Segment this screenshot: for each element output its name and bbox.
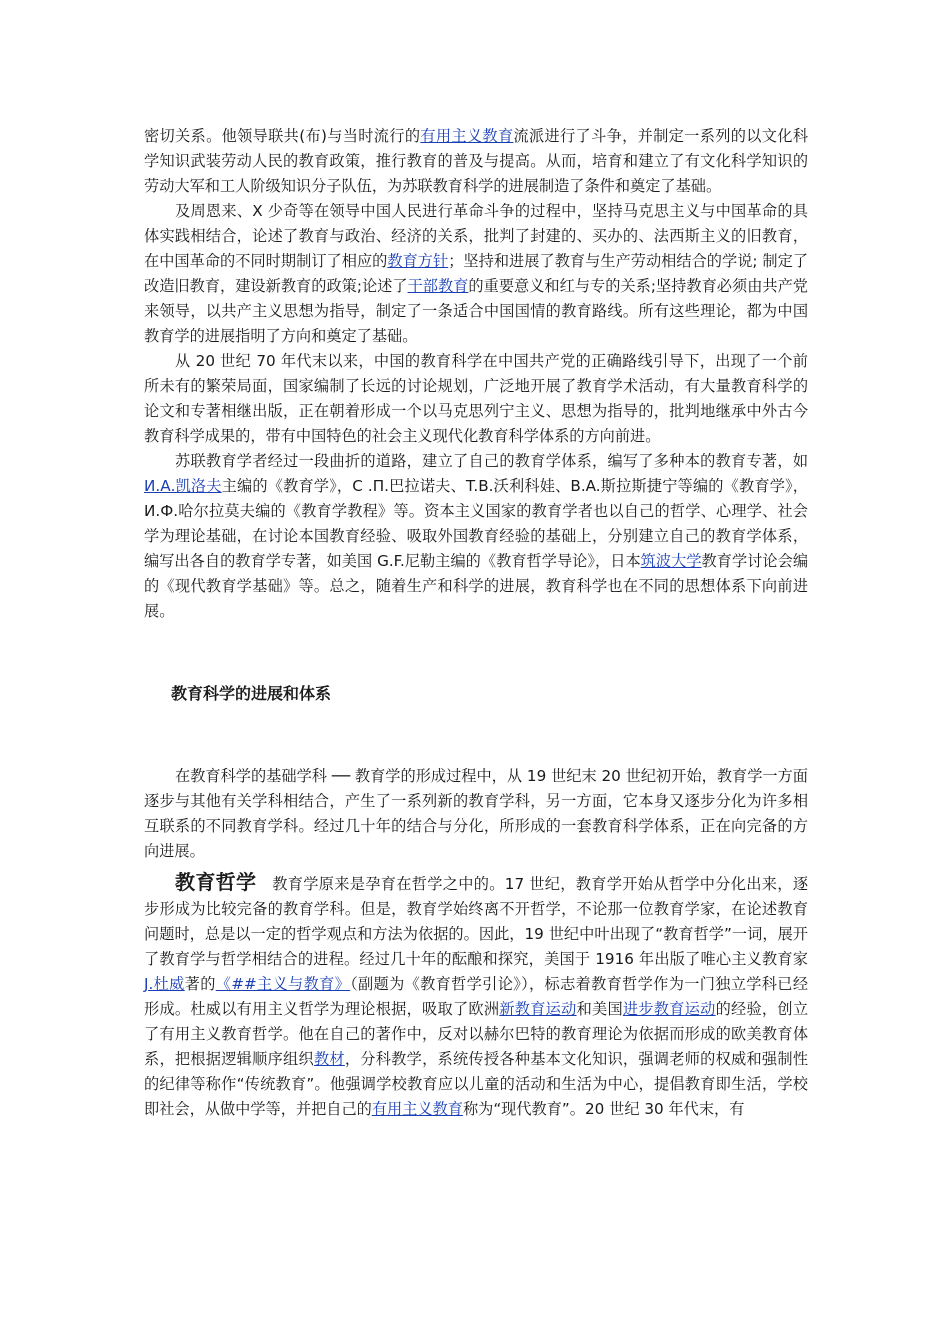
link-kairov[interactable]: И.А.凯洛夫: [144, 477, 222, 495]
section-heading: 教育科学的进展和体系: [171, 684, 332, 703]
paragraph-4: [144, 449, 808, 624]
paragraph-5: [144, 764, 808, 864]
text: ；坚持和进展了教育与生产劳动相结合的学说; 制定了改造旧教育，建设新教育的政策;论述了: [144, 252, 809, 295]
text: （副题为《教育哲学引论》），标志着教育哲学作为一门独立学科已经形成。杜威以有用主义哲学为理论根据，吸取了欧洲: [144, 975, 809, 1018]
text: 和美国: [576, 1000, 623, 1018]
text: 苏联教育学者经过一段曲折的道路，建立了自己的教育学体系，编写了多种本的教育专著，如: [175, 452, 808, 470]
paragraph-2: [144, 199, 808, 349]
link-cadre-education[interactable]: 干部教育: [407, 277, 469, 295]
text: 流派进行了斗争，并制定一系列的以文化科学知识武装劳动人民的教育政策，推行教育的普及与提高。从而，培育和建立了有文化科学知识的劳动大军和工人阶级知识分子队伍，为苏联教育科学的进展制造了条件和奠定了基础。: [144, 127, 809, 195]
paragraph-1: [144, 124, 808, 199]
link-tsukuba-university[interactable]: 筑波大学: [640, 552, 702, 570]
link-pragmatic-education[interactable]: 有用主义教育: [420, 127, 514, 145]
link-pragmatic-education[interactable]: 有用主义教育: [371, 1100, 463, 1118]
link-progressive-education-movement[interactable]: 进步教育运动: [622, 1000, 716, 1018]
text: 的经验，创立了有用主义教育哲学。他在自己的著作中，反对以赫尔巴特的教育理论为依据而形成的欧美教育体系，把根据逻辑顺序组织: [144, 1000, 809, 1068]
link-teaching-materials[interactable]: 教材: [313, 1050, 345, 1068]
text: 教育学讨论会编的《现代教育学基础》等。总之，随着生产和科学的进展，教育科学也在不同的思想体系下向前进展。: [144, 552, 809, 620]
spacer: [144, 624, 808, 681]
text: 在教育科学的基础学科 ── 教育学的形成过程中，从 19 世纪末 20 世纪初开始，教育学一方面逐步与其他有关学科相结合，产生了一系列新的教育学科，另一方面，它本身又逐步分化为许多相互联系的不同教育学科。经过几十年的结合与分化，所形成的一套教育科学体系，正在向完备的方向进展。: [144, 767, 808, 860]
paragraph-6: [144, 870, 808, 1122]
paragraph-3: [144, 349, 808, 449]
text: 从 20 世纪 70 年代末以来，中国的教育科学在中国共产党的正确路线引导下，出现了一个前所未有的繁荣局面，国家编制了长远的讨论规划，广泛地开展了教育学术活动，有大量教育科学的论文和专著相继出版，正在朝着形成一个以马克思列宁主义、思想为指导的，批判地继承中外古今教育科学成果的，带有中国特色的社会主义现代化教育科学体系的方向前进。: [144, 352, 808, 445]
link-new-education-movement[interactable]: 新教育运动: [499, 1000, 577, 1018]
text: 主编的《教育学》，С .П.巴拉诺夫、T.B.沃利科娃、B.A.斯拉斯捷宁等编的《教育学》，И.Ф.哈尔拉莫夫编的《教育学教程》等。资本主义国家的教育学者也以自己的哲学、心理学、社会学为理论基础，在讨论本国教育经验、吸取外国教育经验的基础上，分别建立自己的教育学体系，编写出各自的教育学专著，如美国 G.F.尼勒主编的《教育哲学导论》，日本: [144, 477, 808, 570]
text: 称为“现代教育”。20 世纪 30 年代末，有: [462, 1100, 745, 1118]
text: 密切关系。他领导联共(布)与当时流行的: [144, 127, 421, 145]
text: 教育学原来是孕育在哲学之中的。17 世纪，教育学开始从哲学中分化出来，逐步形成为比较完备的教育学科。但是，教育学始终离不开哲学，不论那一位教育学家，在论述教育问题时，总是以一定的哲学观点和方法为依据的。因此，19 世纪中叶出现了“教育哲学”一词，展开了教育学与哲学相结合的进程。经过几十年的酝酿和探究，美国于 1916 年出版了唯心主义教育家: [144, 875, 809, 968]
text: 著的: [184, 975, 216, 993]
spacer: [144, 707, 808, 764]
link-education-policy[interactable]: 教育方针: [387, 252, 449, 270]
lead-term: 教育哲学: [175, 870, 257, 894]
text: 及周恩来、X 少奇等在领导中国人民进行革命斗争的过程中，坚持马克思主义与中国革命的具体实践相结合，论述了教育与政治、经济的关系，批判了封建的、买办的、法西斯主义的旧教育，在中国革命的不同时期制订了相应的: [144, 202, 808, 270]
document-body: [144, 124, 808, 1122]
link-book-title[interactable]: 《##主义与教育》: [215, 975, 351, 993]
text: ，分科教学，系统传授各种基本文化知识，强调老师的权威和强制性的纪律等称作“传统教育”。他强调学校教育应以儿童的活动和生活为中心，提倡教育即生活，学校即社会，从做中学等，并把自己的: [144, 1050, 809, 1118]
text: 的重要意义和红与专的关系;坚持教育必须由共产党来领导，以共产主义思想为指导，制定了一条适合中国国情的教育路线。所有这些理论，都为中国教育学的进展指明了方向和奠定了基础。: [144, 277, 808, 345]
link-dewey[interactable]: J.杜威: [144, 975, 185, 993]
